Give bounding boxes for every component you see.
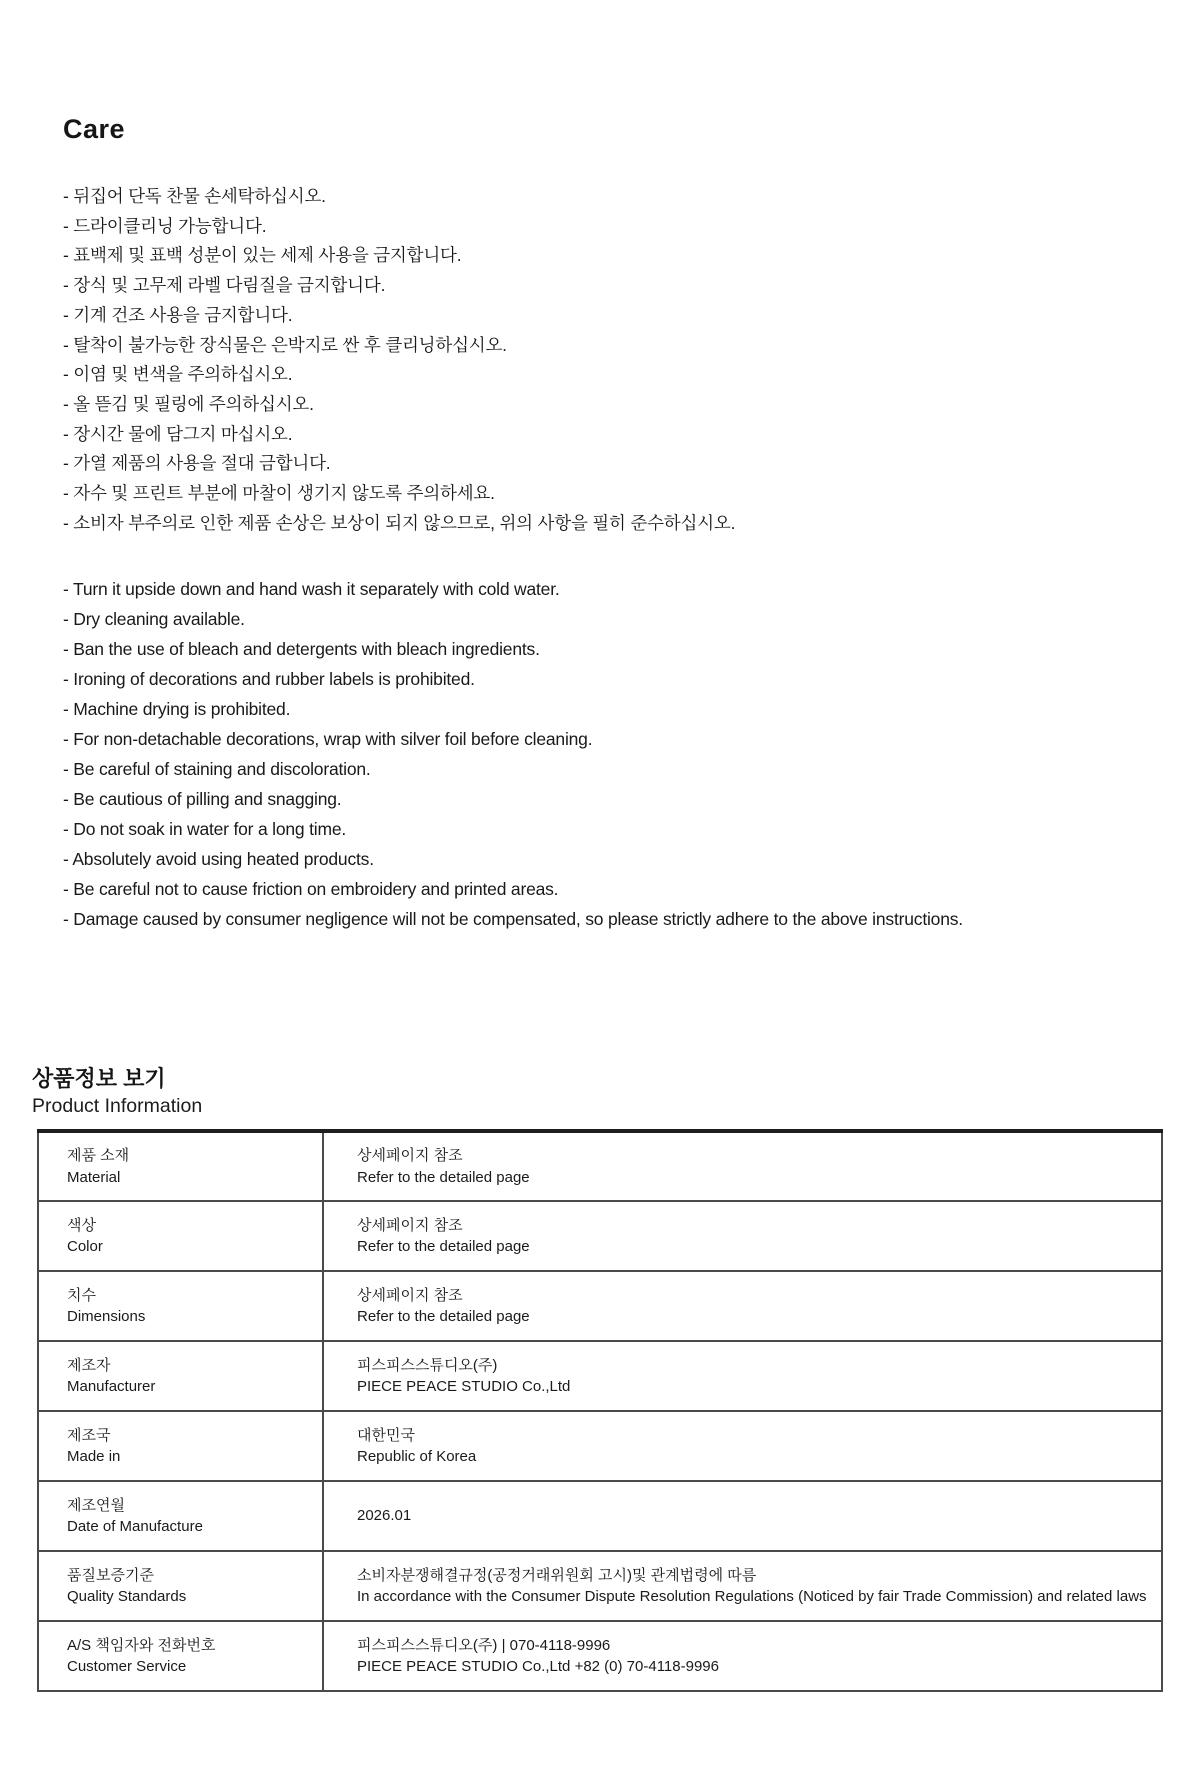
row-label-en: Material (67, 1168, 121, 1186)
care-item-en: - Dry cleaning available. (63, 609, 245, 630)
row-value-ko: 상세페이지 참조 (357, 1216, 463, 1234)
row-label-en: Dimensions (67, 1308, 146, 1325)
row-value (323, 1271, 1162, 1341)
row-label (38, 1341, 323, 1411)
care-item-ko: - 자수 및 프린트 부분에 마찰이 생기지 않도록 주의하세요. (63, 483, 495, 504)
care-item-ko: - 탈착이 불가능한 장식물은 은박지로 싼 후 클리닝하십시오. (63, 334, 507, 355)
table-row-manufacturer (38, 1341, 1162, 1411)
row-value-en: Refer to the detailed page (357, 1308, 530, 1325)
table-row-date-of-manufacture (38, 1481, 1162, 1551)
row-label-en: Date of Manufacture (67, 1518, 203, 1535)
row-label-ko: 품질보증기준 (67, 1566, 154, 1584)
row-value-en: Refer to the detailed page (357, 1168, 530, 1186)
table-row-customer-service (38, 1621, 1162, 1691)
row-label-en: Quality Standards (67, 1588, 187, 1605)
row-value-en: PIECE PEACE STUDIO Co.,Ltd +82 (0) 70-4118-9996 (357, 1658, 719, 1675)
care-item-ko: - 이염 및 변색을 주의하십시오. (63, 364, 293, 385)
table-row-color (38, 1201, 1162, 1271)
product-info-heading (32, 1064, 202, 1119)
product-info-table (37, 1129, 1163, 1692)
table-row-dimensions (38, 1271, 1162, 1341)
row-value (323, 1131, 1162, 1201)
care-item-en: - Be careful of staining and discoloration. (63, 759, 371, 780)
care-section (63, 112, 1143, 934)
row-label-ko: 제조국 (67, 1426, 111, 1444)
care-list-english (63, 574, 1143, 934)
care-item-ko: - 드라이클리닝 가능합니다. (63, 215, 267, 236)
row-value-en: PIECE PEACE STUDIO Co.,Ltd (357, 1378, 571, 1395)
row-value-ko: 피스피스스튜디오(주) | 070-4118-9996 (357, 1636, 611, 1654)
row-label-ko: 치수 (67, 1286, 96, 1304)
product-info-title-ko: 상품정보 보기 (32, 1066, 166, 1091)
row-label (38, 1551, 323, 1621)
care-item-en: - Damage caused by consumer negligence will not be compensated, so please strictly adhere to the above instructions. (63, 909, 963, 930)
row-value-en: In accordance with the Consumer Dispute Resolution Regulations (Noticed by fair Trade Commission) and related laws (357, 1588, 1147, 1605)
row-label (38, 1411, 323, 1481)
table-row-quality-standards (38, 1551, 1162, 1621)
care-item-en: - For non-detachable decorations, wrap with silver foil before cleaning. (63, 729, 593, 750)
care-item-en: - Machine drying is prohibited. (63, 699, 291, 720)
row-value-en: Refer to the detailed page (357, 1238, 530, 1255)
care-item-en: - Be careful not to cause friction on embroidery and printed areas. (63, 879, 559, 900)
row-value-ko: 상세페이지 참조 (357, 1286, 463, 1304)
row-value-ko: 소비자분쟁해결규정(공정거래위원회 고시)및 관계법령에 따름 (357, 1566, 757, 1584)
care-item-ko: - 뒤집어 단독 찬물 손세탁하십시오. (63, 186, 326, 206)
row-value-ko: 대한민국 (357, 1426, 415, 1444)
row-label-ko: 제품 소재 (67, 1147, 130, 1164)
row-label-ko: 제조연월 (67, 1496, 125, 1514)
care-item-ko: - 장시간 물에 담그지 마십시오. (63, 423, 293, 444)
row-label (38, 1131, 323, 1201)
table-row-material (38, 1131, 1162, 1201)
row-label (38, 1201, 323, 1271)
row-label-ko: 색상 (67, 1216, 96, 1234)
care-item-en: - Turn it upside down and hand wash it separately with cold water. (63, 579, 560, 600)
row-value (323, 1551, 1162, 1621)
row-label (38, 1481, 323, 1551)
care-item-ko: - 가열 제품의 사용을 절대 금합니다. (63, 453, 331, 474)
care-item-en: - Do not soak in water for a long time. (63, 819, 347, 840)
care-item-ko: - 표백제 및 표백 성분이 있는 세제 사용을 금지합니다. (63, 245, 462, 266)
row-label (38, 1271, 323, 1341)
row-label-ko: A/S 책임자와 전화번호 (67, 1636, 216, 1654)
row-value (323, 1621, 1162, 1691)
care-item-ko: - 기계 건조 사용을 금지합니다. (63, 304, 293, 325)
care-item-en: - Ironing of decorations and rubber labels is prohibited. (63, 669, 475, 690)
care-item-en: - Be cautious of pilling and snagging. (63, 789, 342, 810)
row-value-ko: 상세페이지 참조 (357, 1147, 463, 1164)
care-item-en: - Ban the use of bleach and detergents with bleach ingredients. (63, 639, 540, 660)
row-value (323, 1201, 1162, 1271)
row-value-en: Republic of Korea (357, 1448, 477, 1465)
row-label-ko: 제조자 (67, 1356, 111, 1374)
row-value (323, 1341, 1162, 1411)
row-value (323, 1411, 1162, 1481)
table-row-made-in (38, 1411, 1162, 1481)
row-label-en: Customer Service (67, 1658, 187, 1675)
row-label-en: Made in (67, 1448, 121, 1465)
row-value-ko: 2026.01 (357, 1507, 412, 1525)
row-value (323, 1481, 1162, 1551)
care-list-korean (63, 182, 1143, 538)
product-info-title-en: Product Information (32, 1095, 203, 1117)
care-item-ko: - 소비자 부주의로 인한 제품 손상은 보상이 되지 않으므로, 위의 사항을 필히 준수하십시오. (63, 512, 736, 533)
care-item-ko: - 장식 및 고무제 라벨 다림질을 금지합니다. (63, 275, 386, 296)
row-label (38, 1621, 323, 1691)
care-item-ko: - 올 뜯김 및 필링에 주의하십시오. (63, 393, 314, 414)
care-title: Care (63, 114, 126, 144)
row-label-en: Manufacturer (67, 1378, 156, 1395)
row-label-en: Color (67, 1238, 103, 1255)
row-value-ko: 피스피스스튜디오(주) (357, 1356, 498, 1374)
care-item-en: - Absolutely avoid using heated products. (63, 849, 374, 870)
